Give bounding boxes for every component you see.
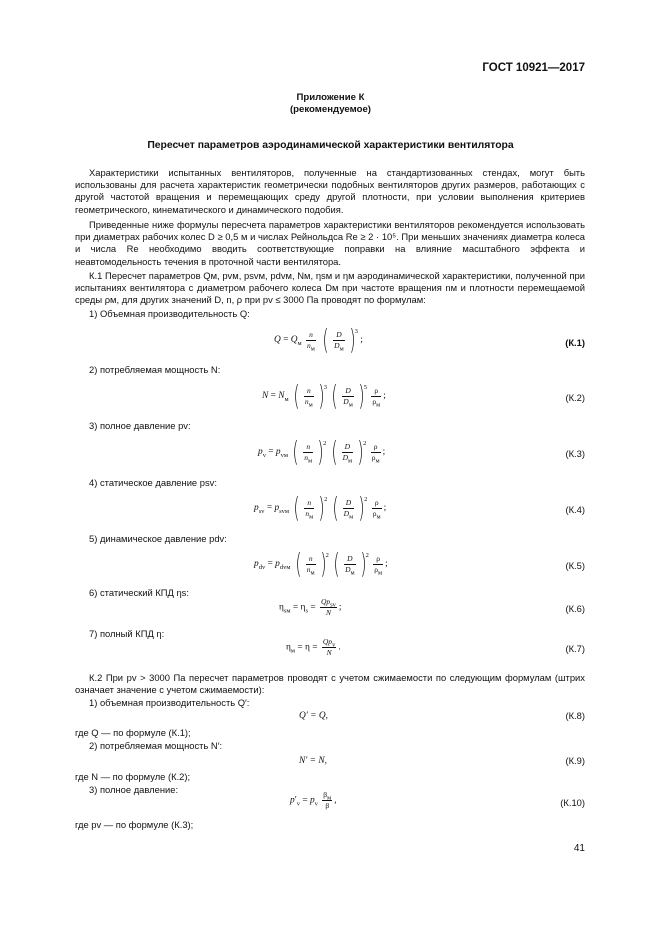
formula-k3: $p_v = p_{vм}$ ( $\frac{n}{n_м}$ )2 ( $\frac{D}{D_м}$ )2 $\frac{\rho}{\rho_м}$ ;	[258, 435, 386, 468]
item-k2-power: 2) потребляемая мощность N′:	[89, 740, 223, 751]
formula-k7: $\eta_м = \eta$ = $\frac{Qp_v}{N}$ .	[286, 637, 341, 657]
item-k2-volume-flow: 1) объемная производительность Q′:	[89, 697, 250, 708]
item-total-efficiency: 7) полный КПД η:	[89, 628, 165, 639]
eqno-k8: (К.8)	[565, 710, 585, 721]
eqno-k5: (К.5)	[565, 560, 585, 571]
eqno-k7: (К.7)	[565, 643, 585, 654]
appendix-title: Приложение К	[296, 92, 365, 103]
paragraph-intro: Характеристики испытанных вентиляторов, полученные на стандартизованных стендах, могут быть использованы для расчета характеристик геометрически подобных вентиляторов других размеров, работающих с другой частотой вращения и перемещающих среду другой плотности, при условии выполнения критериев геометрического, кинематического и динамического подобия.	[75, 167, 585, 215]
item-static-pressure: 4) статическое давление psv:	[89, 477, 217, 488]
item-power: 2) потребляемая мощность N:	[89, 364, 221, 375]
formula-k5: $p_{dv} = p_{dvм}$ ( $\frac{n}{n_м}$ )2 ( $\frac{D}{D_м}$ )2 $\frac{\rho}{\rho_м}$ ;	[254, 547, 388, 580]
eqno-k2: (К.2)	[565, 392, 585, 403]
formula-k9: N′ = N,	[299, 756, 327, 766]
item-dynamic-pressure: 5) динамическое давление pdv:	[89, 533, 227, 544]
item-total-pressure: 3) полное давление pv:	[89, 420, 191, 431]
section-title: Пересчет параметров аэродинамической характеристики вентилятора	[147, 140, 514, 151]
eqno-k10: (К.10)	[560, 797, 585, 808]
formula-k10: $p'_v = p_v$ $\frac{\beta_м}{\beta}$ ,	[290, 790, 337, 810]
item-static-efficiency: 6) статический КПД ηs:	[89, 587, 189, 598]
paragraph-k2: К.2 При pv > 3000 Па пересчет параметров проводят с учетом сжимаемости по следующим формулам (штрих означает значение с учетом сжимаемости):	[75, 672, 585, 696]
eqno-k9: (К.9)	[565, 755, 585, 766]
where-q: где Q — по формуле (К.1);	[75, 727, 191, 738]
formula-k6: $\eta_{sм} = \eta_s$ = $\frac{Qp_{sv}}{N}$ ;	[279, 597, 342, 617]
appendix-subtitle: (рекомендуемое)	[289, 104, 371, 115]
eqno-k6: (К.6)	[565, 603, 585, 614]
eqno-k3: (К.3)	[565, 448, 585, 459]
paragraph-applicability: Приведенные ниже формулы пересчета параметров характеристики вентиляторов рекомендуется использовать при диаметрах рабочих колес D ≥ 0,5 м и числах Рейнольдса Re ≥ 2 · 10⁵. При меньших значениях диаметра колеса и числа Re необходимо вводить соответствующие поправки на влияние масштабного эффекта и неавтомодельность течения в проточной части вентилятора.	[75, 219, 585, 267]
paragraph-k1: К.1 Пересчет параметров Qм, pvм, psvм, pdvм, Nм, ηsм и ηм аэродинамической характеристики, полученной при испытаниях вентилятора с диаметром рабочего колеса Dм при частоте вращения nм и плотности перемещаемой среды ρм, для других значений D, n, ρ при pv ≤ 3000 Па проводят по формулам:	[75, 270, 585, 306]
formula-k2: $N = N_м$ ( $\frac{n}{n_м}$ )3 ( $\frac{D}{D_м}$ )5 $\frac{\rho}{\rho_м}$ ;	[262, 379, 386, 412]
formula-k1: $Q = Q_м$ $\frac{n}{n_м}$ ( $\frac{D}{D_м}$ )3 ;	[274, 323, 363, 356]
where-pv: где pv — по формуле (К.3);	[75, 819, 194, 830]
eqno-k4: (К.4)	[565, 504, 585, 515]
formula-k8: Q′ = Q,	[299, 711, 328, 721]
item-k2-total-pressure: 3) полное давление:	[89, 784, 179, 795]
page-number: 41	[573, 843, 585, 854]
where-n: где N — по формуле (К.2);	[75, 771, 191, 782]
document-id: ГОСТ 10921—2017	[482, 62, 585, 74]
eqno-k1: (К.1)	[565, 337, 585, 348]
item-volume-flow: 1) Объемная производительность Q:	[89, 308, 250, 319]
formula-k4: $p_{sv} = p_{svм}$ ( $\frac{n}{n_м}$ )2 ( $\frac{D}{D_м}$ )2 $\frac{\rho}{\rho_м}$ ;	[254, 491, 387, 524]
